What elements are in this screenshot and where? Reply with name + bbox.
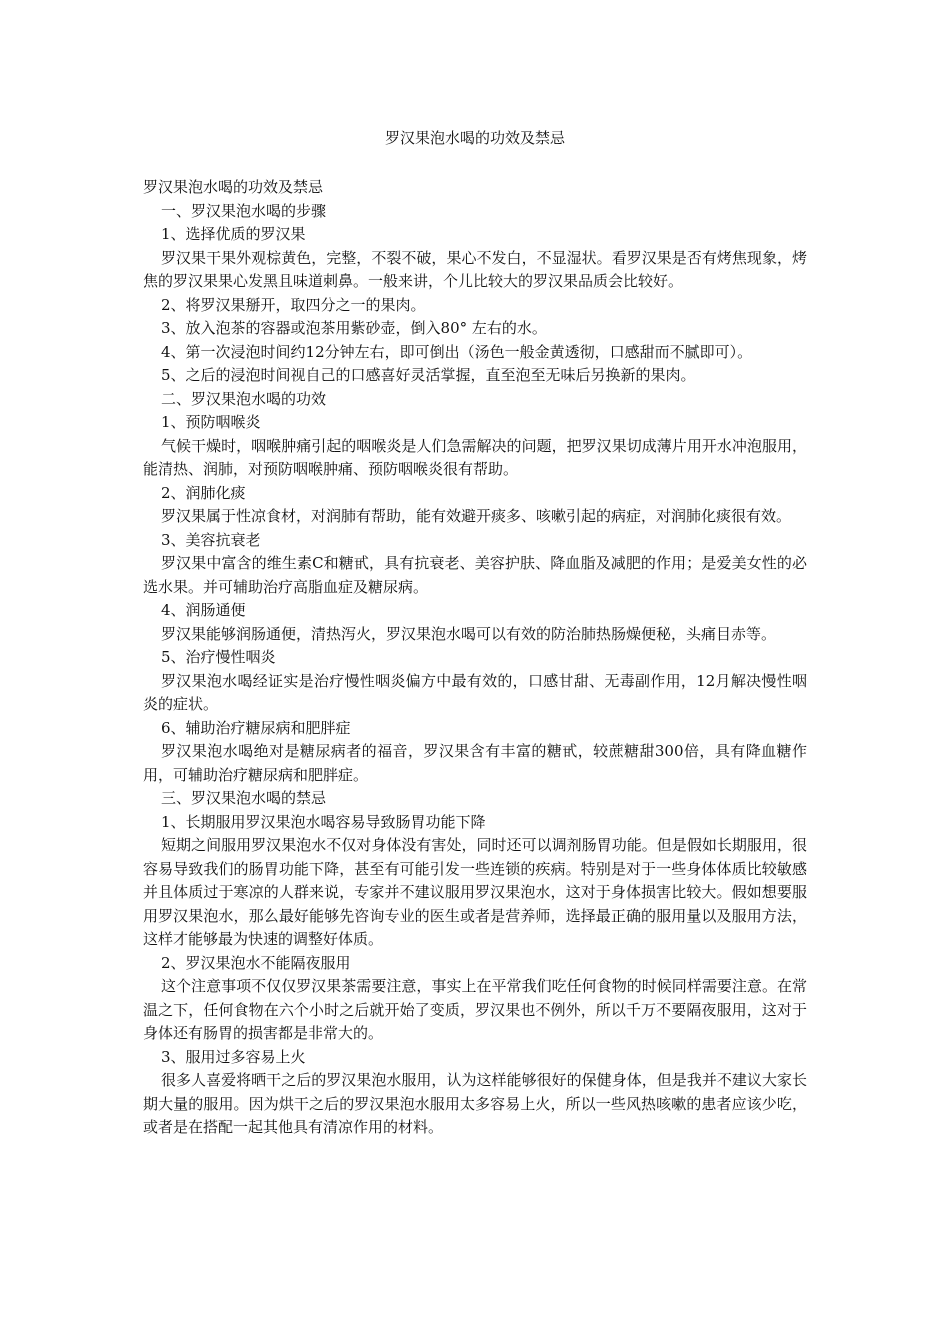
step-heading: 5、之后的浸泡时间视自己的口感喜好灵活掌握，直至泡至无味后另换新的果肉。 <box>161 366 696 384</box>
step-heading: 2、将罗汉果掰开，取四分之一的果肉。 <box>161 295 426 314</box>
paragraph: 很多人喜爱将晒干之后的罗汉果泡水服用，认为这样能够很好的保健身体，但是我并不建议大家长期大量的服用。因为烘干之后的罗汉果泡水服用太多容易上火，所以一些风热咳嗽的患者应该少吃，或者是在搭配一起其他具有清凉作用的材料。 <box>143 1071 807 1136</box>
document-title: 罗汉果泡水喝的功效及禁忌 <box>384 129 565 147</box>
paragraph: 气候干燥时，咽喉肿痛引起的咽喉炎是人们急需解决的问题，把罗汉果切成薄片用开水冲泡服用，能清热、润肺，对预防咽喉肿痛、预防咽喉炎很有帮助。 <box>143 436 807 478</box>
subsection-heading: 2、润肺化痰 <box>161 483 246 502</box>
paragraph: 罗汉果干果外观棕黄色，完整，不裂不破，果心不发白，不显湿状。看罗汉果是否有烤焦现象，烤焦的罗汉果果心发黑且味道刺鼻。一般来讲，个儿比较大的罗汉果品质会比较好。 <box>143 248 807 290</box>
section-heading-steps: 一、罗汉果泡水喝的步骤 <box>161 201 327 220</box>
subsection-heading: 1、预防咽喉炎 <box>161 413 261 431</box>
paragraph: 这个注意事项不仅仅罗汉果茶需要注意，事实上在平常我们吃任何食物的时候同样需要注意。在常温之下，任何食物在六个小时之后就开始了变质，罗汉果也不例外，所以千万不要隔夜服用，这对于身体还有肠胃的损害都是非常大的。 <box>143 977 807 1042</box>
section-heading-taboos: 三、罗汉果泡水喝的禁忌 <box>161 789 327 807</box>
paragraph: 罗汉果中富含的维生素C和糖甙，具有抗衰老、美容护肤、降血脂及减肥的作用；是爱美女性的必选水果。并可辅助治疗高脂血症及糖尿病。 <box>143 554 807 596</box>
subsection-heading: 4、润肠通便 <box>161 601 246 619</box>
subsection-heading: 6、辅助治疗糖尿病和肥胖症 <box>161 718 351 737</box>
subsection-heading: 1、长期服用罗汉果泡水喝容易导致肠胃功能下降 <box>161 812 486 831</box>
section-heading-benefits: 二、罗汉果泡水喝的功效 <box>161 389 327 408</box>
subsection-heading: 3、美容抗衰老 <box>161 530 261 549</box>
paragraph: 罗汉果属于性凉食材，对润肺有帮助，能有效避开痰多、咳嗽引起的病症，对润肺化痰很有效。 <box>161 507 792 525</box>
paragraph: 罗汉果泡水喝绝对是糖尿病者的福音，罗汉果含有丰富的糖甙，较蔗糖甜300倍，具有降血糖作用，可辅助治疗糖尿病和肥胖症。 <box>143 742 807 784</box>
document-body <box>143 176 807 1140</box>
step-heading: 4、第一次浸泡时间约12分钟左右，即可倒出（汤色一般金黄透彻，口感甜而不腻即可）。 <box>161 342 753 361</box>
subsection-heading: 5、治疗慢性咽炎 <box>161 648 276 666</box>
subsection-heading: 2、罗汉果泡水不能隔夜服用 <box>161 953 351 972</box>
subsection-heading: 3、服用过多容易上火 <box>161 1047 306 1066</box>
body-heading: 罗汉果泡水喝的功效及禁忌 <box>143 178 324 196</box>
paragraph: 罗汉果泡水喝经证实是治疗慢性咽炎偏方中最有效的，口感甘甜、无毒副作用，12月解决慢性咽炎的症状。 <box>143 671 807 713</box>
step-heading: 1、选择优质的罗汉果 <box>161 225 306 243</box>
paragraph: 短期之间服用罗汉果泡水不仅对身体没有害处，同时还可以调剂肠胃功能。但是假如长期服用，很容易导致我们的肠胃功能下降，甚至有可能引发一些连锁的疾病。特别是对于一些身体体质比较敏感并且体质过于寒凉的人群来说，专家并不建议服用罗汉果泡水，这对于身体损害比较大。假如想要服用罗汉果泡水，那么最好能够先咨询专业的医生或者是营养师，选择最正确的服用量以及服用方法，这样才能够最为快速的调整好体质。 <box>143 836 807 948</box>
paragraph: 罗汉果能够润肠通便，清热泻火，罗汉果泡水喝可以有效的防治肺热肠燥便秘，头痛目赤等。 <box>161 624 777 643</box>
step-heading: 3、放入泡茶的容器或泡茶用紫砂壶，倒入80° 左右的水。 <box>161 319 547 337</box>
